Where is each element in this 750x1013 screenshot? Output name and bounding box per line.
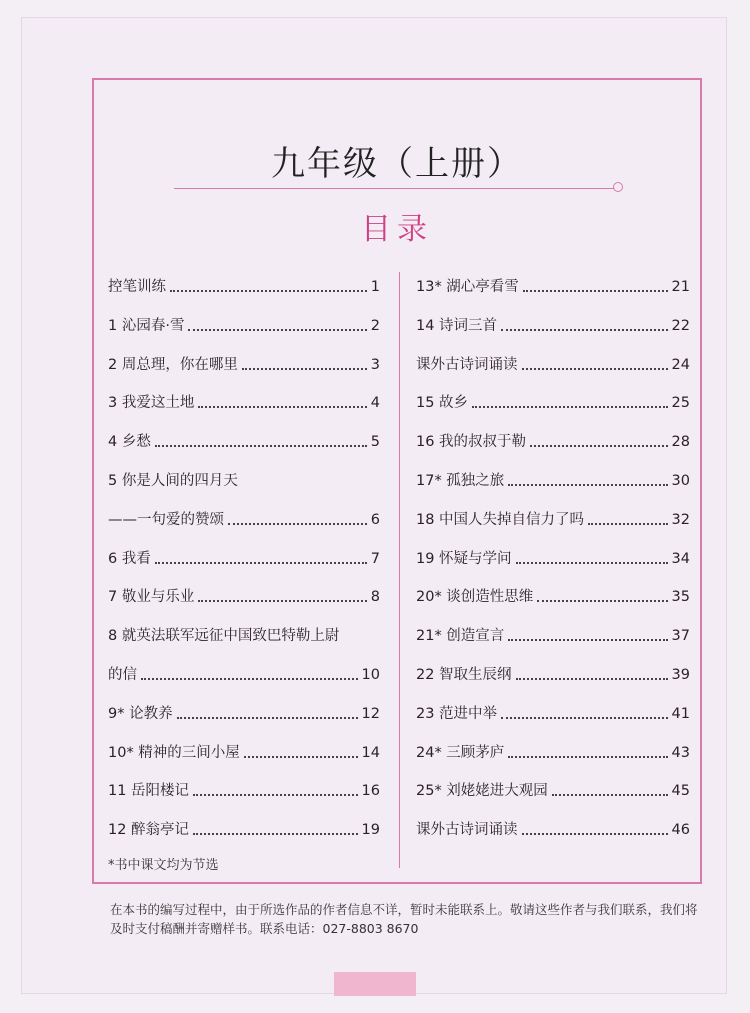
toc-entry-page: 1: [370, 279, 380, 295]
toc-entry[interactable]: [416, 354, 690, 376]
toc-leader-dots: [530, 445, 667, 447]
toc-leader-dots: [228, 523, 367, 525]
toc-entry[interactable]: [108, 664, 380, 686]
toc-entry-page: 32: [671, 511, 690, 528]
toc-leader-dots: [193, 794, 357, 796]
toc-entry-page: 46: [671, 822, 690, 839]
toc-entry-title: 19 怀疑与学问: [416, 550, 512, 567]
toc-entry-page: 7: [370, 550, 380, 567]
toc-entry-title: 21* 创造宣言: [416, 628, 505, 645]
toc-heading: 目录: [361, 212, 433, 247]
toc-entry[interactable]: [416, 392, 690, 414]
toc-entry[interactable]: [108, 819, 380, 841]
toc-leader-dots: [141, 678, 358, 680]
toc-entry-title: 6 我看: [108, 550, 151, 567]
toc-leader-dots: [508, 484, 667, 486]
toc-entry[interactable]: [416, 548, 690, 570]
toc-entry-page: 2: [370, 317, 380, 334]
toc-leader-dots: [177, 717, 358, 719]
toc-entry-page: 37: [671, 628, 690, 645]
toc-entry-page: 5: [370, 434, 380, 451]
toc-entry-title: 18 中国人失掉自信力了吗: [416, 511, 585, 528]
toc-entry-title: 10* 精神的三间小屋: [108, 744, 240, 761]
toc-entry-page: 45: [671, 783, 690, 800]
toc-entry-page: 4: [370, 395, 380, 412]
toc-leader-dots: [155, 562, 367, 564]
footer-text: 在本书的编写过程中，由于所选作品的作者信息不详，暂时未能联系上。敬请这些作者与我们联系，我们将及时支付稿酬并寄赠样书。联系电话：027-8803 8670: [110, 902, 698, 936]
toc-entry-page: 3: [370, 356, 380, 373]
toc-entry[interactable]: [108, 354, 380, 376]
toc-leader-dots: [198, 406, 366, 408]
toc-entry-title: 22 智取生辰纲: [416, 667, 512, 683]
toc-entry-title: 25* 刘姥姥进大观园: [416, 783, 548, 800]
toc-entry[interactable]: [416, 780, 690, 802]
toc-entry-page: 10: [361, 667, 380, 683]
toc-entry-page: 39: [671, 667, 690, 683]
toc-entry-title: 14 诗词三首: [416, 317, 498, 334]
toc-entry-title: 5 你是人间的四月天: [108, 473, 238, 489]
toc-entry-title: 16 我的叔叔于勒: [416, 434, 527, 451]
toc-leader-dots: [523, 290, 668, 292]
toc-leader-dots: [537, 600, 667, 602]
toc-entry-title: 11 岳阳楼记: [108, 783, 190, 800]
toc-entry[interactable]: [416, 703, 690, 725]
toc-leader-dots: [472, 406, 667, 408]
toc-entry-title: 12 醉翁亭记: [108, 822, 190, 839]
toc-entry[interactable]: [416, 742, 690, 764]
toc-entry-title: ——一句爱的赞颂: [108, 511, 224, 528]
column-divider: [399, 272, 400, 868]
toc-leader-dots: [155, 445, 367, 447]
excerpt-note: *书中课文均为节选: [108, 858, 219, 873]
toc-entry-title: 8 就英法联军远征中国致巴特勒上尉: [108, 628, 340, 645]
toc-entry-page: 22: [671, 317, 690, 334]
toc-entry-title: 课外古诗词诵读: [416, 356, 518, 373]
footer-notice: [110, 900, 700, 938]
toc-entry[interactable]: [108, 780, 380, 802]
toc-leader-dots: [508, 639, 667, 641]
toc-entry[interactable]: [108, 315, 380, 337]
toc-leader-dots: [522, 368, 668, 370]
toc-entry-title: 的信: [108, 667, 137, 683]
toc-entry-page: 21: [671, 279, 690, 295]
toc-entry-page: 34: [671, 550, 690, 567]
toc-entry[interactable]: [416, 470, 690, 492]
toc-leader-dots: [522, 833, 668, 835]
toc-entry-page: 35: [671, 589, 690, 606]
toc-entry-title: 7 敬业与乐业: [108, 589, 195, 606]
toc-entry-page: 28: [671, 434, 690, 451]
toc-leader-dots: [242, 368, 367, 370]
toc-entry-title: 17* 孤独之旅: [416, 473, 505, 489]
toc-leader-dots: [552, 794, 668, 796]
toc-entry-page: 6: [370, 511, 380, 528]
toc-entry-title: 1 沁园春·雪: [108, 317, 185, 334]
toc-entry-page: 12: [361, 705, 380, 722]
toc-entry[interactable]: [416, 819, 690, 841]
toc-entry[interactable]: [108, 586, 380, 608]
toc-entry-page: 24: [671, 356, 690, 373]
toc-entry-title: 控笔训练: [108, 279, 166, 295]
toc-entry-page: 14: [361, 744, 380, 761]
toc-entry[interactable]: [416, 431, 690, 453]
toc-entry[interactable]: [108, 742, 380, 764]
toc-entry[interactable]: [416, 586, 690, 608]
toc-leader-dots: [198, 600, 366, 602]
toc-leader-dots: [516, 678, 668, 680]
toc-entry-title: 3 我爱这土地: [108, 395, 195, 412]
toc-leader-dots: [193, 833, 357, 835]
toc-entry[interactable]: [416, 315, 690, 337]
toc-frame: [92, 78, 702, 884]
toc-leader-dots: [501, 329, 667, 331]
page-title: 九年级（上册）: [271, 144, 523, 184]
toc-entry[interactable]: [416, 509, 690, 531]
toc-entry-title: 20* 谈创造性思维: [416, 589, 534, 606]
toc-entry[interactable]: [108, 509, 380, 531]
toc-leader-dots: [501, 717, 667, 719]
toc-entry-title: 课外古诗词诵读: [416, 822, 518, 839]
toc-entry-title: 4 乡愁: [108, 434, 151, 451]
title-rule: [174, 188, 614, 189]
rule-end-dot-icon: [613, 182, 623, 192]
toc-leader-dots: [188, 329, 366, 331]
page-sheet: [22, 18, 726, 993]
toc-entry-page: 25: [671, 395, 690, 412]
toc-entry-page: 16: [361, 783, 380, 800]
toc-entry-title: 13* 湖心亭看雪: [416, 279, 519, 295]
toc-leader-dots: [508, 756, 667, 758]
toc-entry-page: 19: [361, 822, 380, 839]
toc-entry[interactable]: [108, 625, 380, 647]
toc-entry-page: 43: [671, 744, 690, 761]
toc-entry[interactable]: [108, 470, 380, 492]
toc-entry-page: 8: [370, 589, 380, 606]
toc-entry[interactable]: [416, 664, 690, 686]
toc-entry[interactable]: [416, 625, 690, 647]
toc-entry-title: 2 周总理，你在哪里: [108, 356, 238, 373]
toc-entry-title: 24* 三顾茅庐: [416, 744, 505, 761]
toc-entry[interactable]: [416, 276, 690, 298]
toc-leader-dots: [244, 756, 358, 758]
toc-entry[interactable]: [108, 431, 380, 453]
toc-entry[interactable]: [108, 703, 380, 725]
page-tab: [334, 972, 416, 996]
toc-leader-dots: [516, 562, 668, 564]
toc-entry[interactable]: [108, 276, 380, 298]
toc-entry-page: 41: [671, 705, 690, 722]
toc-entry[interactable]: [108, 548, 380, 570]
toc-entry-title: 9* 论教养: [108, 705, 173, 722]
toc-leader-dots: [170, 290, 367, 292]
toc-entry[interactable]: [108, 392, 380, 414]
toc-entry-title: 15 故乡: [416, 395, 469, 412]
toc-entry-page: 30: [671, 473, 690, 489]
toc-entry-title: 23 范进中举: [416, 705, 498, 722]
toc-leader-dots: [588, 523, 667, 525]
